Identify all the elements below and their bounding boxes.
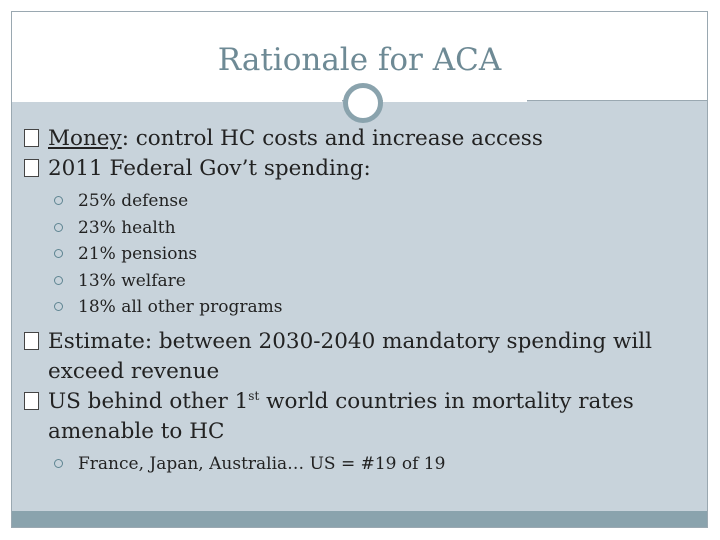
circle-ornament-icon (343, 83, 383, 123)
circle-bullet-icon (54, 302, 63, 311)
square-bullet-icon (24, 159, 39, 177)
spending-item-defense: 25% defense (78, 191, 189, 211)
sub-bullet (24, 241, 695, 268)
sub-bullet (24, 268, 695, 295)
spending-text: 2011 Federal Gov’t spending: (48, 156, 371, 181)
us-text-superscript: st (248, 388, 260, 403)
sub-bullet (24, 188, 695, 215)
slide-title: Rationale for ACA (217, 42, 502, 78)
slide-content (24, 124, 695, 477)
spending-item-other: 18% all other programs (78, 297, 283, 317)
spending-item-welfare: 13% welfare (78, 270, 186, 291)
title-divider-left (12, 100, 342, 102)
sub-bullet (24, 215, 695, 242)
sub-bullet (24, 451, 695, 478)
slide (11, 11, 708, 528)
bullet-estimate (24, 327, 695, 387)
circle-bullet-icon (54, 249, 63, 258)
spending-item-pensions: 21% pensions (78, 244, 198, 264)
sub-bullet (24, 294, 695, 321)
square-bullet-icon (24, 392, 39, 410)
square-bullet-icon (24, 332, 39, 350)
us-text-end: world countries in mortality rates amenable to HC (48, 388, 634, 444)
circle-bullet-icon (54, 276, 63, 285)
circle-bullet-icon (54, 459, 63, 468)
square-bullet-icon (24, 129, 39, 147)
us-ranking-item: France, Japan, Australia… US = #19 of 19 (78, 453, 446, 474)
spending-item-health: 23% health (78, 217, 176, 238)
bullet-money (24, 124, 695, 154)
estimate-text: Estimate: between 2030-2040 mandatory spending will exceed revenue (48, 328, 653, 384)
money-text: : control HC costs and increase access (121, 126, 543, 151)
money-label: Money (48, 126, 122, 151)
title-divider-right (383, 100, 527, 102)
us-text-start: US behind other 1 (48, 388, 249, 414)
footer-bar (12, 511, 707, 527)
circle-bullet-icon (54, 223, 63, 232)
bullet-spending (24, 154, 695, 184)
bullet-us-mortality (24, 387, 695, 447)
circle-bullet-icon (54, 196, 63, 205)
